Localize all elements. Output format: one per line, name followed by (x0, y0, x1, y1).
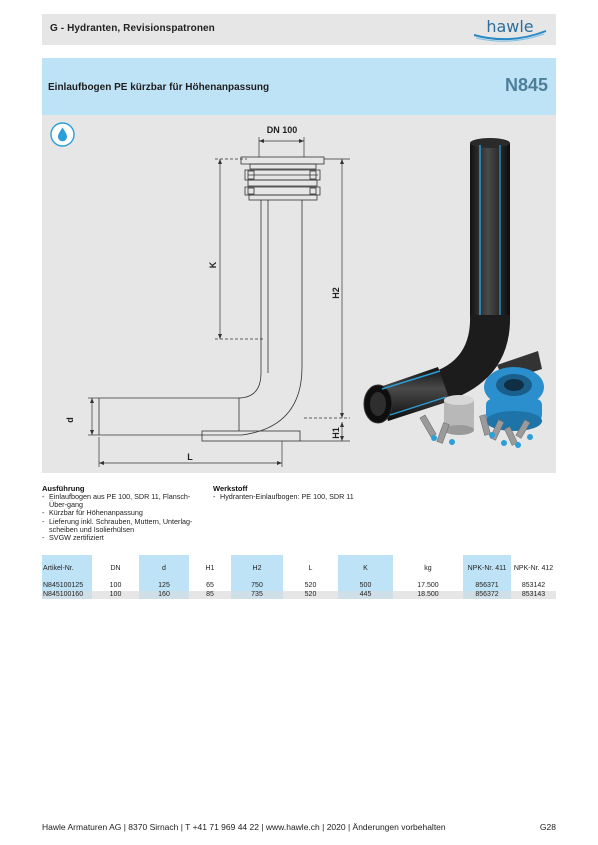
table-cell: N845100160 (42, 591, 92, 600)
table-cell: 853143 (511, 591, 556, 600)
col-header: kg (393, 555, 463, 582)
list-item: - Hydranten-Einlaufbogen: PE 100, SDR 11 (213, 493, 453, 501)
table-cell: 735 (231, 591, 283, 600)
list-item: - Kürzbar für Höhenanpassung (42, 509, 202, 517)
table-cell: 18.500 (393, 591, 463, 600)
table-cell: 125 (139, 582, 189, 591)
col-header: K (338, 555, 393, 582)
table-row (42, 582, 556, 591)
table-cell: N845100125 (42, 582, 92, 591)
table-cell: 65 (206, 582, 214, 589)
table-cell: 750 (231, 582, 283, 591)
col-header: L (283, 555, 338, 582)
footer-text: Hawle Armaturen AG | 8370 Sirnach | T +41 71 969 44 22 | www.hawle.ch | 2020 | Änderungen vorbehalten (42, 822, 446, 832)
col-header: NPK-Nr. 411 (463, 555, 511, 582)
col-header: H1 (189, 555, 231, 582)
list-item: - SVGW zertifiziert (42, 534, 202, 542)
table-cell: 520 (283, 591, 338, 600)
table-cell: 853142 (521, 582, 546, 589)
werkstoff-heading: Werkstoff (213, 484, 248, 493)
table-cell: 500 (338, 582, 393, 591)
col-header: Artikel-Nr. (42, 555, 92, 582)
product-title: Einlaufbogen PE kürzbar für Höhenanpassung (48, 82, 270, 93)
hawle-logo (470, 15, 550, 43)
table-row (42, 591, 556, 600)
table-cell: 445 (338, 591, 393, 600)
logo-text: hawle (486, 17, 534, 36)
werkstoff-list (213, 493, 453, 501)
page-number: G28 (539, 822, 556, 832)
header-bar (42, 14, 556, 45)
dim-h1-label: H1 (331, 427, 341, 439)
table-cell: 17.500 (417, 582, 439, 589)
col-header: NPK-Nr. 412 (511, 555, 556, 582)
table-cell: 856372 (463, 591, 511, 600)
list-item: - Einlaufbogen aus PE 100, SDR 11, Flansch-Über-gang (42, 493, 202, 509)
dim-h2-label: H2 (331, 287, 341, 299)
table-header-row (42, 555, 556, 582)
table-cell: 160 (139, 591, 189, 600)
table-cell: 100 (92, 591, 139, 600)
figure-area (42, 115, 556, 473)
dim-dn-label: DN 100 (266, 125, 298, 135)
product-photo (42, 115, 556, 473)
section-title: G - Hydranten, Revisionspatronen (50, 23, 215, 34)
product-bar (42, 58, 556, 115)
dim-k-label: K (208, 261, 218, 269)
list-item: - Lieferung inkl. Schrauben, Muttern, Unterlag-scheiben und Isolierhülsen (42, 518, 202, 534)
table-cell: 856371 (463, 582, 511, 591)
table-cell: 100 (109, 582, 122, 589)
col-header: DN (92, 555, 139, 582)
product-code: N845 (504, 75, 548, 95)
table-cell: 85 (189, 591, 231, 600)
dim-l-label: L (187, 452, 193, 462)
col-header: d (139, 555, 189, 582)
table-cell: 520 (304, 582, 317, 589)
col-header: H2 (231, 555, 283, 582)
ausfuehrung-heading: Ausführung (42, 484, 85, 493)
spec-table (42, 555, 556, 599)
dim-d-label: d (65, 417, 75, 423)
ausfuehrung-list (42, 493, 202, 542)
